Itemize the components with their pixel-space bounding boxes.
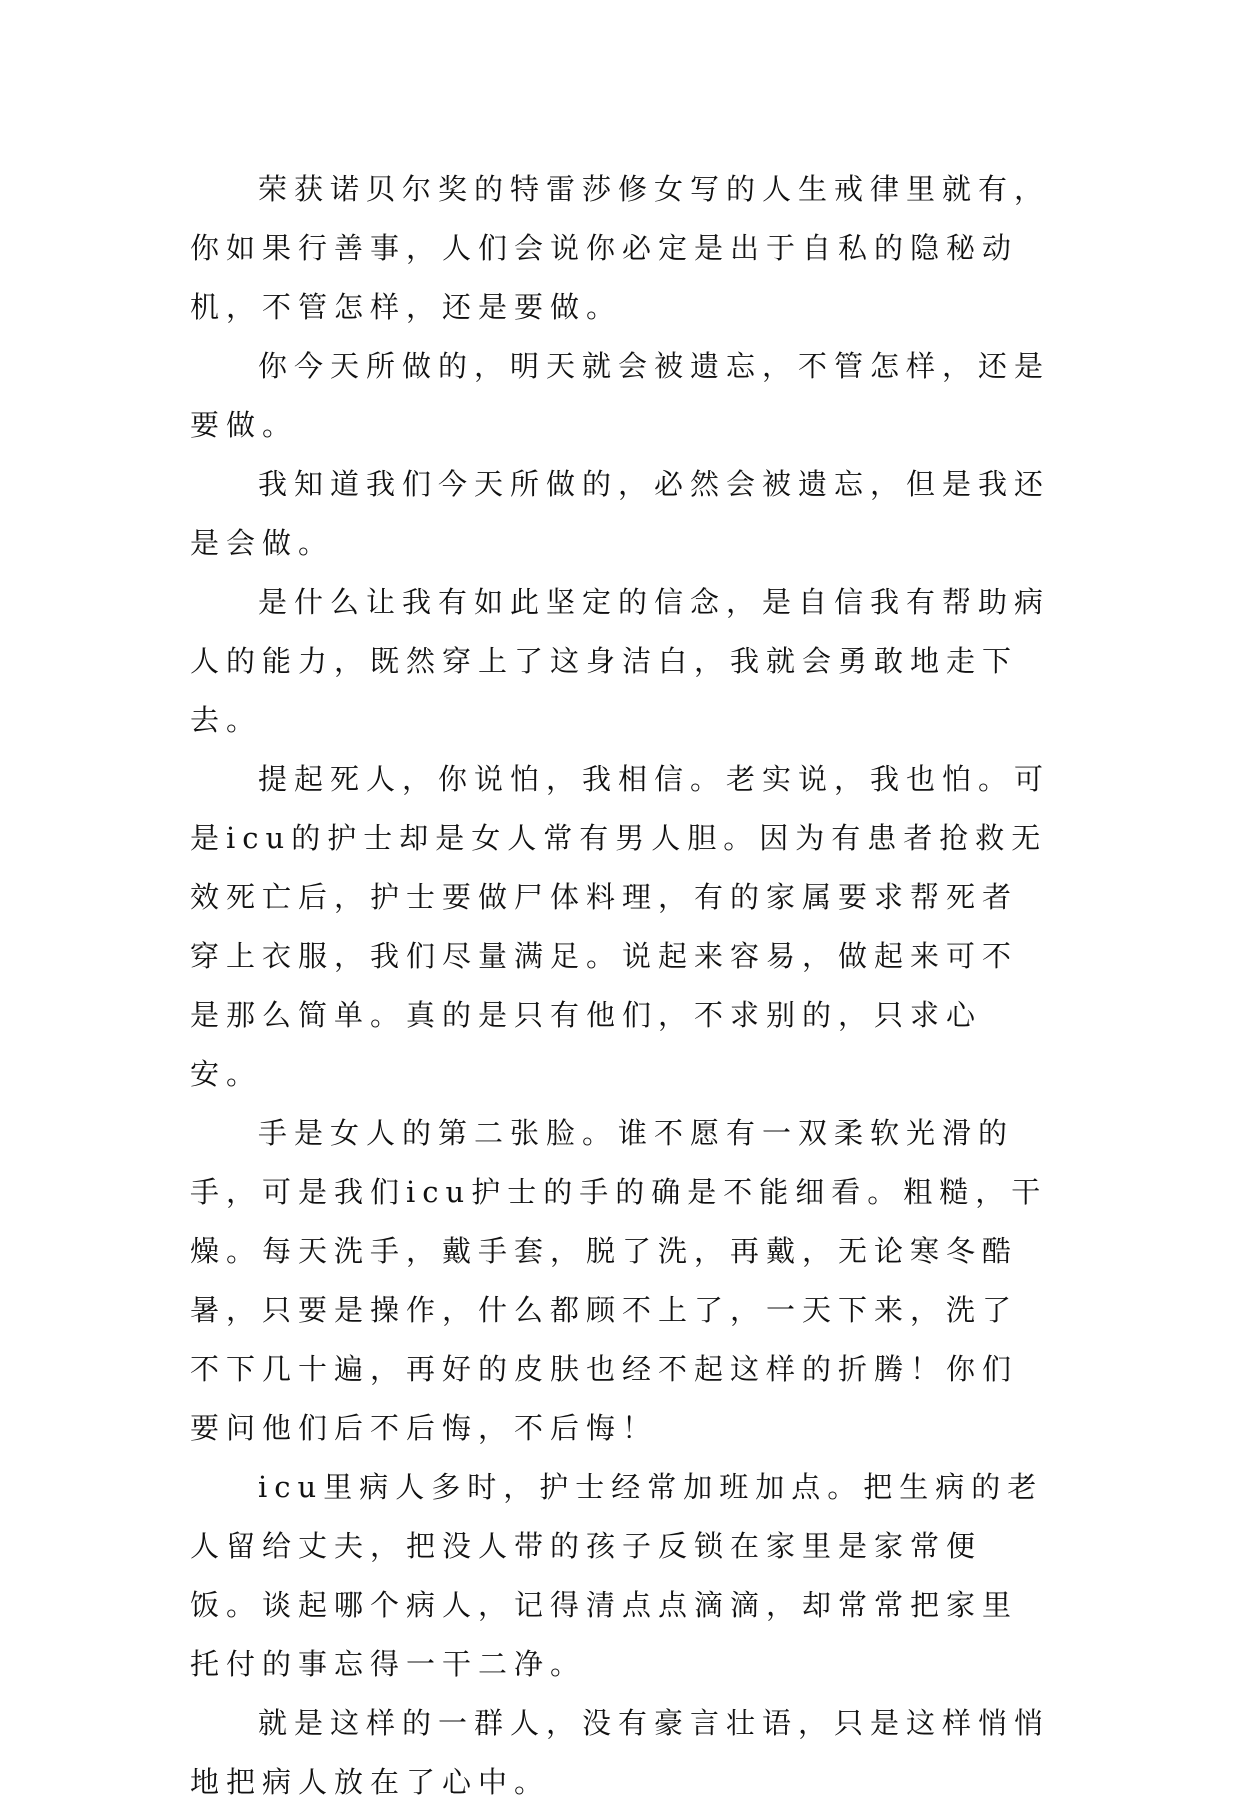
paragraph-1: 荣获诺贝尔奖的特雷莎修女写的人生戒律里就有，你如果行善事，人们会说你必定是出于自私的隐秘动机，不管怎样，还是要做。 <box>190 172 1051 324</box>
paragraph-7: icu里病人多时，护士经常加班加点。把生病的老人留给丈夫，把没人带的孩子反锁在家里是家常便饭。谈起哪个病人，记得清点点滴滴，却常常把家里托付的事忘得一干二净。 <box>190 1470 1044 1681</box>
paragraph-8: 就是这样的一群人，没有豪言壮语，只是这样悄悄地把病人放在了心中。 <box>190 1706 1051 1799</box>
paragraph-2: 你今天所做的，明天就会被遗忘，不管怎样，还是要做。 <box>190 349 1051 442</box>
paragraph-5: 提起死人，你说怕，我相信。老实说，我也怕。可是icu的护士却是女人常有男人胆。因为有患者抢救无效死亡后，护士要做尸体料理，有的家属要求帮死者穿上衣服，我们尽量满足。说起来容易，做起来可不是那么简单。真的是只有他们，不求别的，只求心安。 <box>190 762 1051 1091</box>
paragraph-3: 我知道我们今天所做的，必然会被遗忘，但是我还是会做。 <box>190 467 1051 560</box>
paragraph-6: 手是女人的第二张脸。谁不愿有一双柔软光滑的手，可是我们icu护士的手的确是不能细看。粗糙，干燥。每天洗手，戴手套，脱了洗，再戴，无论寒冬酷暑，只要是操作，什么都顾不上了，一天下来，洗了不下几十遍，再好的皮肤也经不起这样的折腾！你们要问他们后不后悔，不后悔！ <box>190 1116 1048 1445</box>
paragraph-4: 是什么让我有如此坚定的信念，是自信我有帮助病人的能力，既然穿上了这身洁白，我就会勇敢地走下去。 <box>190 585 1051 737</box>
document-body <box>190 160 1050 1812</box>
